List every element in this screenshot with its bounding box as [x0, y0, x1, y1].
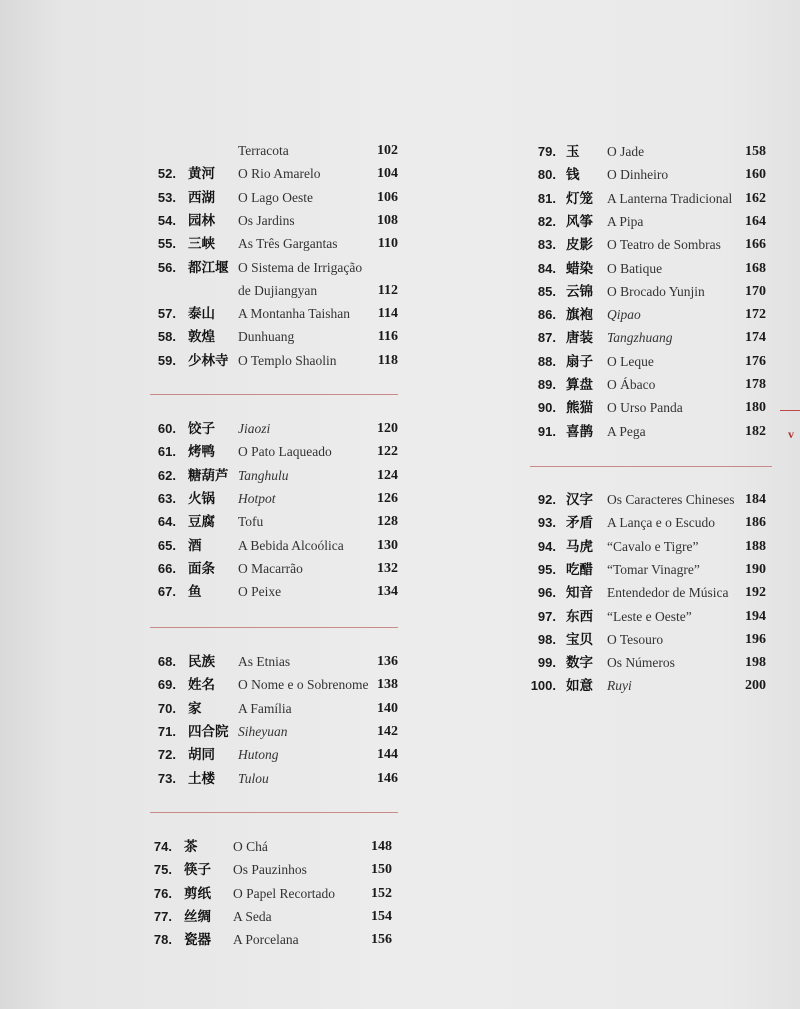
entry-number: 100.: [530, 678, 556, 694]
entry-chinese-title: 玉: [566, 144, 580, 160]
entry-page-number: 168: [745, 260, 766, 276]
entry-number: 98.: [537, 631, 556, 647]
entry-chinese-title: 喜鹊: [566, 423, 593, 440]
entry-page-number: 184: [745, 492, 766, 507]
toc-entry[interactable]: [0, 883, 800, 905]
entry-portuguese-title: O Chá: [233, 839, 268, 854]
entry-page-number: 140: [377, 700, 398, 716]
entry-chinese-title: 姓名: [188, 677, 215, 694]
entry-page-number: 182: [745, 423, 766, 439]
entry-chinese-title: 汉字: [566, 492, 593, 508]
entry-chinese-title: 三峡: [188, 236, 215, 253]
entry-chinese-title: 筷子: [184, 862, 211, 879]
entry-number: 63.: [157, 490, 176, 506]
entry-portuguese-title: A Pega: [607, 423, 646, 439]
entry-chinese-title: 唐装: [566, 330, 593, 347]
entry-page-number: 160: [745, 167, 766, 183]
entry-page-number: 136: [377, 654, 398, 669]
toc-entry[interactable]: [0, 652, 800, 674]
toc-entry[interactable]: [0, 397, 800, 419]
entry-portuguese-title: de Dujiangyan: [238, 282, 318, 298]
toc-entry[interactable]: [0, 859, 800, 881]
entry-portuguese-title: Tofu: [238, 514, 264, 530]
entry-page-number: 180: [745, 400, 766, 416]
entry-page-number: 122: [377, 444, 398, 460]
toc-entry[interactable]: [0, 582, 800, 604]
entry-page-number: 158: [745, 144, 766, 159]
toc-entry[interactable]: [0, 421, 800, 443]
entry-page-number: 186: [745, 515, 766, 531]
entry-page-number: 162: [745, 190, 766, 206]
entry-portuguese-title: O Rio Amarelo: [238, 166, 321, 182]
toc-entry[interactable]: [0, 234, 800, 256]
entry-portuguese-title: A Lança e o Escudo: [607, 515, 715, 531]
toc-entry[interactable]: [0, 698, 800, 720]
entry-chinese-title: 云锦: [566, 283, 593, 300]
entry-chinese-title: 熊猫: [566, 400, 593, 417]
entry-chinese-title: 如意: [566, 678, 593, 695]
entry-chinese-title: 饺子: [188, 421, 215, 437]
entry-chinese-title: 钱: [566, 167, 580, 184]
entry-portuguese-title: O Sistema de Irrigação: [238, 259, 363, 275]
entry-portuguese-title: Hutong: [238, 747, 279, 763]
entry-number: 56.: [157, 259, 176, 275]
entry-number: 93.: [537, 515, 556, 531]
entry-page-number: 112: [377, 282, 398, 298]
entry-page-number: 104: [377, 166, 398, 182]
entry-portuguese-title: “Leste e Oeste”: [607, 608, 692, 624]
toc-entry[interactable]: [0, 351, 800, 373]
entry-number: 81.: [537, 190, 556, 206]
entry-chinese-title: 旗袍: [566, 307, 593, 324]
entry-page-number: 190: [745, 561, 766, 577]
entry-chinese-title: 黄河: [188, 166, 215, 183]
entry-portuguese-title: O Batique: [607, 260, 663, 276]
entry-chinese-title: 剪纸: [184, 885, 211, 902]
entry-portuguese-title: O Macarrão: [238, 560, 303, 576]
entry-chinese-title: 糖葫芦: [188, 467, 229, 484]
entry-number: 88.: [537, 353, 556, 369]
entry-chinese-title: 蜡染: [566, 260, 593, 277]
entry-page-number: 110: [377, 236, 398, 252]
entry-page-number: 198: [745, 655, 766, 671]
entry-portuguese-title: Jiaozi: [238, 421, 271, 436]
entry-page-number: 120: [377, 421, 398, 436]
entry-page-number: 170: [745, 283, 766, 299]
entry-portuguese-title: O Dinheiro: [607, 167, 669, 183]
entry-chinese-title: 都江堰: [188, 259, 229, 276]
entry-number: 67.: [157, 584, 176, 600]
entry-portuguese-title: A Família: [238, 700, 292, 716]
entry-portuguese-title: O Lago Oeste: [238, 189, 313, 205]
entry-chinese-title: 面条: [188, 560, 215, 577]
entry-page-number: 102: [377, 143, 398, 158]
toc-entry[interactable]: [0, 836, 800, 858]
entry-number: 95.: [537, 561, 556, 577]
entry-chinese-title: 酒: [188, 537, 202, 554]
toc-entry[interactable]: [0, 211, 800, 233]
entry-number: 78.: [153, 932, 172, 948]
entry-number: 74.: [153, 839, 172, 854]
entry-number: 83.: [537, 237, 556, 253]
entry-number: 68.: [157, 654, 176, 669]
entry-number: 90.: [537, 400, 556, 416]
toc-entry[interactable]: [0, 164, 800, 186]
entry-portuguese-title: O Tesouro: [607, 631, 664, 647]
page-edge-line: [780, 410, 800, 411]
entry-page-number: 146: [377, 770, 398, 786]
entry-number: 60.: [157, 421, 176, 436]
entry-number: 62.: [157, 467, 176, 483]
entry-portuguese-title: A Seda: [233, 908, 272, 924]
entry-number: 96.: [537, 585, 556, 601]
entry-portuguese-title: A Pipa: [607, 213, 644, 229]
toc-entry[interactable]: [0, 606, 800, 628]
entry-portuguese-title: As Etnias: [238, 654, 291, 669]
entry-number: 79.: [537, 144, 556, 159]
entry-portuguese-title: “Tomar Vinagre”: [607, 561, 700, 577]
entry-chinese-title: 皮影: [566, 237, 593, 254]
entry-page-number: 172: [745, 307, 766, 323]
entry-chinese-title: 烤鸭: [188, 444, 215, 461]
entry-page-number: 156: [371, 932, 392, 948]
entry-chinese-title: 豆腐: [188, 514, 215, 531]
entry-chinese-title: 知音: [566, 585, 593, 602]
entry-chinese-title: 家: [188, 700, 202, 717]
toc-entry[interactable]: [0, 258, 800, 280]
entry-portuguese-title: O Teatro de Sombras: [607, 237, 721, 253]
entry-portuguese-title: Ruyi: [607, 678, 632, 694]
toc-entry[interactable]: [0, 281, 800, 303]
entry-portuguese-title: O Leque: [607, 353, 654, 369]
entry-number: 55.: [157, 236, 176, 252]
entry-number: 85.: [537, 283, 556, 299]
entry-portuguese-title: O Nome e o Sobrenome: [238, 677, 369, 693]
entry-chinese-title: 少林寺: [188, 352, 229, 369]
entry-number: 61.: [157, 444, 176, 460]
entry-page-number: 192: [745, 585, 766, 601]
entry-chinese-title: 敦煌: [188, 329, 215, 346]
entry-page-number: 134: [377, 584, 398, 600]
toc-entry[interactable]: [0, 489, 800, 511]
page-roman-numeral: v: [788, 427, 794, 441]
entry-number: 77.: [153, 908, 172, 924]
entry-portuguese-title: Os Pauzinhos: [233, 862, 307, 878]
entry-page-number: 130: [377, 537, 398, 553]
toc-entry[interactable]: [0, 141, 800, 163]
entry-number: 54.: [157, 212, 176, 228]
toc-entry[interactable]: [0, 744, 800, 766]
toc-entry[interactable]: [0, 768, 800, 790]
entry-chinese-title: 园林: [188, 212, 215, 229]
entry-number: 91.: [537, 423, 556, 439]
toc-entry[interactable]: [0, 512, 800, 534]
entry-number: 73.: [157, 770, 176, 786]
entry-page-number: 154: [371, 908, 392, 924]
entry-portuguese-title: Siheyuan: [238, 723, 288, 739]
toc-entry[interactable]: [0, 906, 800, 928]
entry-portuguese-title: As Três Gargantas: [238, 236, 338, 252]
entry-portuguese-title: Os Jardins: [238, 212, 295, 228]
entry-portuguese-title: Tanghulu: [238, 467, 289, 483]
entry-chinese-title: 四合院: [188, 723, 229, 740]
entry-number: 86.: [537, 307, 556, 323]
entry-portuguese-title: A Porcelana: [233, 932, 299, 948]
entry-page-number: 138: [377, 677, 398, 693]
section-divider: [530, 466, 772, 467]
entry-number: 89.: [537, 377, 556, 392]
entry-chinese-title: 矛盾: [566, 515, 593, 532]
entry-portuguese-title: O Ábaco: [607, 377, 656, 392]
entry-chinese-title: 民族: [188, 654, 215, 670]
toc-entry[interactable]: [0, 327, 800, 349]
entry-page-number: 174: [745, 330, 766, 346]
entry-page-number: 126: [377, 490, 398, 506]
entry-number: 80.: [537, 167, 556, 183]
entry-portuguese-title: O Pato Laqueado: [238, 444, 332, 460]
toc-entry[interactable]: [0, 465, 800, 487]
entry-number: 58.: [157, 329, 176, 345]
entry-portuguese-title: O Papel Recortado: [233, 885, 335, 901]
entry-chinese-title: 火锅: [188, 490, 215, 507]
entry-chinese-title: 茶: [184, 839, 198, 855]
entry-page-number: 128: [377, 514, 398, 530]
toc-entry[interactable]: [0, 374, 800, 396]
entry-number: 97.: [537, 608, 556, 624]
entry-page-number: 144: [377, 747, 398, 763]
entry-portuguese-title: Tangzhuang: [607, 330, 673, 346]
entry-portuguese-title: Hotpot: [238, 490, 276, 506]
entry-number: 65.: [157, 537, 176, 553]
toc-entry[interactable]: [0, 721, 800, 743]
section-divider: [150, 812, 398, 813]
entry-page-number: 164: [745, 213, 766, 229]
entry-chinese-title: 马虎: [566, 538, 593, 555]
entry-portuguese-title: Dunhuang: [238, 329, 295, 345]
entry-portuguese-title: Tulou: [238, 770, 269, 786]
entry-page-number: 148: [371, 839, 392, 854]
entry-page-number: 118: [377, 352, 398, 368]
entry-chinese-title: 吃醋: [566, 561, 593, 578]
entry-chinese-title: 扇子: [566, 353, 593, 370]
entry-page-number: 196: [745, 631, 766, 647]
entry-portuguese-title: “Cavalo e Tigre”: [607, 538, 699, 554]
entry-number: 92.: [537, 492, 556, 507]
toc-entry[interactable]: [0, 675, 800, 697]
toc-entry[interactable]: [0, 536, 800, 558]
entry-chinese-title: 丝绸: [184, 908, 211, 925]
entry-number: 99.: [537, 655, 556, 671]
entry-number: 72.: [157, 747, 176, 763]
entry-portuguese-title: Terracota: [238, 143, 289, 158]
entry-page-number: 106: [377, 189, 398, 205]
entry-portuguese-title: O Templo Shaolin: [238, 352, 337, 368]
entry-page-number: 152: [371, 885, 392, 901]
entry-number: 59.: [157, 352, 176, 368]
entry-chinese-title: 土楼: [188, 770, 215, 787]
entry-portuguese-title: O Jade: [607, 144, 645, 159]
entry-chinese-title: 宝贝: [566, 631, 593, 648]
toc-entry[interactable]: [0, 559, 800, 581]
entry-page-number: 200: [745, 678, 766, 694]
entry-chinese-title: 胡同: [188, 747, 215, 764]
toc-entry[interactable]: [0, 629, 800, 651]
entry-chinese-title: 西湖: [188, 189, 215, 206]
entry-page-number: 142: [377, 723, 398, 739]
entry-chinese-title: 灯笼: [566, 190, 593, 207]
toc-entry[interactable]: [0, 304, 800, 326]
entry-page-number: 194: [745, 608, 766, 624]
entry-portuguese-title: Os Caracteres Chineses: [607, 492, 735, 507]
entry-portuguese-title: O Brocado Yunjin: [607, 283, 705, 299]
entry-page-number: 176: [745, 353, 766, 369]
entry-portuguese-title: Qipao: [607, 307, 641, 323]
entry-number: 66.: [157, 560, 176, 576]
entry-portuguese-title: A Montanha Taishan: [238, 306, 351, 322]
entry-number: 52.: [157, 166, 176, 182]
entry-number: 84.: [537, 260, 556, 276]
toc-entry[interactable]: [0, 188, 800, 210]
toc-entry[interactable]: [0, 441, 800, 463]
entry-number: 57.: [157, 306, 176, 322]
entry-chinese-title: 数字: [566, 655, 593, 672]
entry-page-number: 116: [377, 329, 398, 345]
entry-page-number: 114: [377, 306, 398, 322]
entry-number: 64.: [157, 514, 176, 530]
entry-number: 69.: [157, 677, 176, 693]
entry-portuguese-title: O Urso Panda: [607, 400, 683, 416]
entry-number: 53.: [157, 189, 176, 205]
entry-page-number: 124: [377, 467, 398, 483]
entry-page-number: 150: [371, 862, 392, 878]
entry-chinese-title: 东西: [566, 608, 593, 625]
entry-portuguese-title: A Bebida Alcoólica: [238, 537, 344, 553]
entry-chinese-title: 泰山: [188, 306, 215, 323]
entry-number: 82.: [537, 213, 556, 229]
entry-portuguese-title: Entendedor de Música: [607, 585, 729, 601]
entry-page-number: 178: [745, 377, 766, 392]
entry-portuguese-title: O Peixe: [238, 584, 282, 600]
toc-entry[interactable]: [0, 929, 800, 951]
entry-chinese-title: 瓷器: [184, 932, 211, 949]
entry-number: 94.: [537, 538, 556, 554]
entry-number: 71.: [157, 723, 176, 739]
entry-number: 70.: [157, 700, 176, 716]
entry-page-number: 132: [377, 560, 398, 576]
entry-portuguese-title: Os Números: [607, 655, 675, 671]
entry-page-number: 108: [377, 212, 398, 228]
entry-chinese-title: 风筝: [566, 213, 593, 230]
entry-page-number: 166: [745, 237, 766, 253]
entry-number: 76.: [153, 885, 172, 901]
entry-chinese-title: 鱼: [188, 584, 202, 601]
entry-page-number: 188: [745, 538, 766, 554]
entry-chinese-title: 算盘: [566, 377, 593, 393]
entry-number: 87.: [537, 330, 556, 346]
entry-portuguese-title: A Lanterna Tradicional: [607, 190, 733, 206]
entry-number: 75.: [153, 862, 172, 878]
